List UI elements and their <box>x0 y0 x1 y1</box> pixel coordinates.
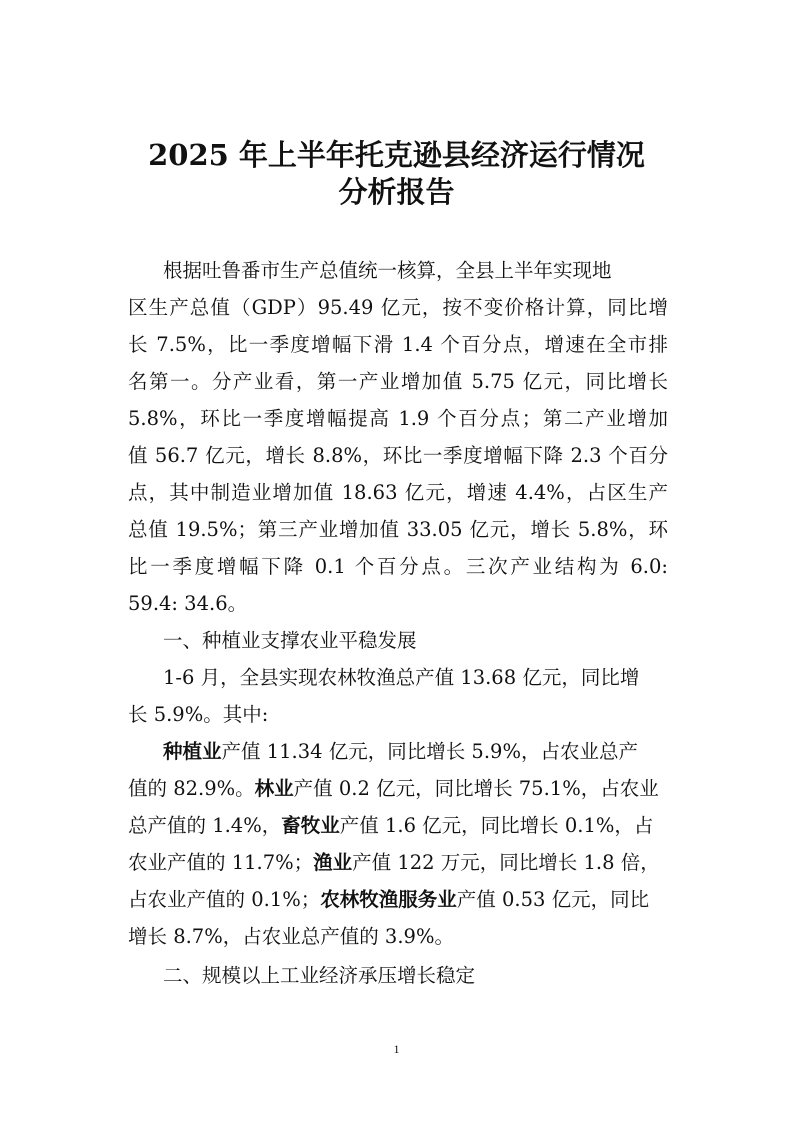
services-label: 农林牧渔服务业 <box>320 888 457 911</box>
intro-line-4: 名第一。分产业看，第一产业增加值 5.75 亿元，同比增长 <box>128 370 668 393</box>
forestry-share: 总产值的 1.4%， <box>128 814 282 837</box>
intro-line-5: 5.8%，环比一季度增幅提高 1.9 个百分点；第二产业增加 <box>128 407 668 430</box>
document-title-line-2: 分析报告 <box>338 175 455 209</box>
intro-line-8: 总值 19.5%；第三产业增加值 33.05 亿元，增长 5.8%，环 <box>128 518 668 541</box>
livestock-text: 产值 1.6 亿元，同比增长 0.1%，占 <box>339 814 654 837</box>
document-title-line-1: 2025 年上半年托克逊县经济运行情况 <box>148 138 645 172</box>
section-1-heading: 一、种植业支撑农业平稳发展 <box>163 629 417 652</box>
planting-share: 值的 82.9%。 <box>128 777 255 800</box>
livestock-share: 农业产值的 11.7%； <box>128 851 314 874</box>
fishery-text: 产值 122 万元，同比增长 1.8 倍， <box>352 851 660 874</box>
intro-line-2: 区生产总值（GDP）95.49 亿元，按不变价格计算，同比增 <box>128 296 668 319</box>
sector-line-5 <box>128 888 668 912</box>
sector-line-3 <box>128 814 668 838</box>
section-2-heading: 二、规模以上工业经济承压增长稳定 <box>163 964 476 987</box>
planting-text: 产值 11.34 亿元，同比增长 5.9%，占农业总产 <box>221 740 638 763</box>
forestry-text: 产值 0.2 亿元，同比增长 75.1%，占农业 <box>293 777 659 800</box>
intro-line-6: 值 56.7 亿元，增长 8.8%，环比一季度增幅下降 2.3 个百分 <box>128 444 668 467</box>
intro-line-9: 比一季度增幅下降 0.1 个百分点。三次产业结构为 6.0: <box>128 555 668 578</box>
intro-line-7: 点，其中制造业增加值 18.63 亿元，增速 4.4%，占区生产 <box>128 481 668 504</box>
forestry-label: 林业 <box>254 777 294 800</box>
livestock-label: 畜牧业 <box>281 814 340 837</box>
fishery-label: 渔业 <box>313 851 353 874</box>
intro-line-10: 59.4: 34.6。 <box>128 592 248 615</box>
section-1-para-line-2: 长 5.9%。其中: <box>128 703 269 726</box>
services-text: 产值 0.53 亿元，同比 <box>456 888 650 911</box>
sector-line-2 <box>128 777 668 801</box>
page-number: 1 <box>393 1042 400 1056</box>
fishery-share: 占农业产值的 0.1%； <box>128 888 321 911</box>
sector-line-4 <box>128 851 668 875</box>
intro-line-3: 长 7.5%，比一季度增幅下滑 1.4 个百分点，增速在全市排 <box>128 333 668 356</box>
sector-line-6: 增长 8.7%，占农业总产值的 3.9%。 <box>128 925 454 948</box>
sector-line-1 <box>163 740 668 764</box>
section-1-para-line-1: 1-6 月，全县实现农林牧渔总产值 13.68 亿元，同比增 <box>163 666 640 689</box>
intro-line-1: 根据吐鲁番市生产总值统一核算，全县上半年实现地 <box>163 259 612 282</box>
planting-label: 种植业 <box>163 740 222 763</box>
